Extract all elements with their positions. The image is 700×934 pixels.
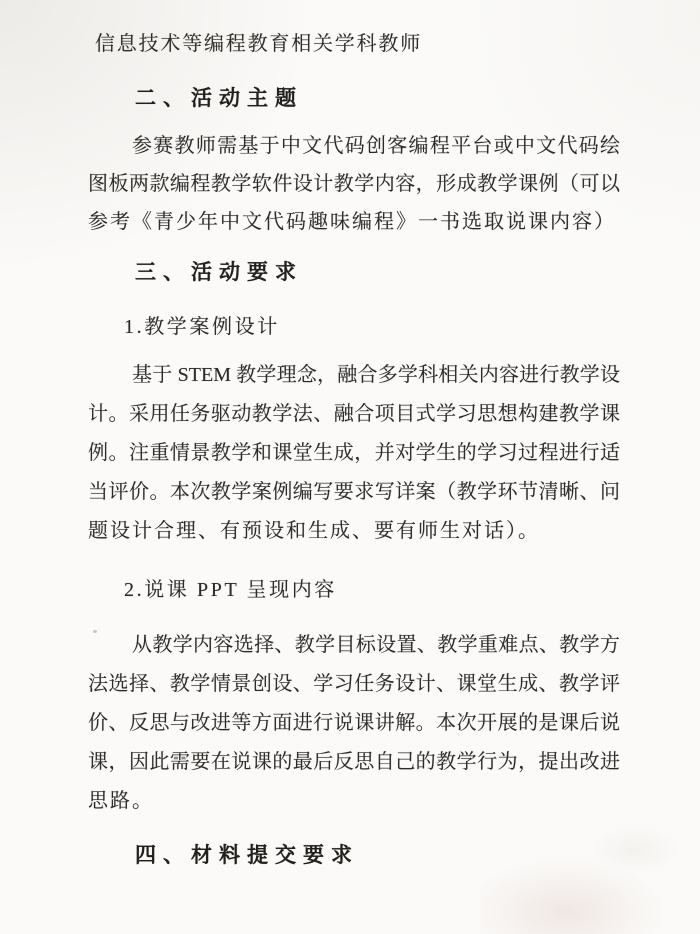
document-text-block <box>88 0 620 934</box>
paragraph-activity-theme <box>88 127 620 241</box>
paragraph-lecture-ppt-content <box>88 626 620 821</box>
section-heading-activity-theme: 二、活动主题 <box>135 87 303 110</box>
paragraph-line: 从教学内容选择、教学目标设置、教学重难点、教学方 <box>132 634 620 656</box>
scan-smudge <box>590 825 680 875</box>
paragraph-line: 计。采用任务驱动教学法、融合项目式学习思想构建教学课 <box>88 403 620 425</box>
paragraph-line: 当评价。本次教学案例编写要求写详案（教学环节清晰、问 <box>88 481 620 503</box>
intro-continuation-line: 信息技术等编程教育相关学科教师 <box>95 33 422 55</box>
section-heading-material-submission: 四、材料提交要求 <box>135 844 359 867</box>
subitem-heading-lecture-ppt-content: 2.说课 PPT 呈现内容 <box>124 579 337 601</box>
paragraph-line: 图板两款编程教学软件设计教学内容，形成教学课例（可以 <box>88 173 620 195</box>
subitem-heading-teaching-case-design: 1.教学案例设计 <box>124 316 280 338</box>
paragraph-line: 题设计合理、有预设和生成、要有师生对话）。 <box>88 520 540 542</box>
paragraph-line: 课，因此需要在说课的最后反思自己的教学行为，提出改进 <box>88 751 620 773</box>
paragraph-line: 例。注重情景教学和课堂生成，并对学生的学习过程进行适 <box>88 442 620 464</box>
paragraph-line: 价、反思与改进等方面进行说课讲解。本次开展的是课后说 <box>88 712 620 734</box>
paragraph-teaching-case-design <box>88 356 620 551</box>
paragraph-line: 参赛教师需基于中文代码创客编程平台或中文代码绘 <box>132 135 620 157</box>
scan-speck <box>93 630 97 633</box>
paragraph-line: 基于 STEM 教学理念，融合多学科相关内容进行教学设 <box>132 364 620 386</box>
paragraph-line: 法选择、教学情景创设、学习任务设计、课堂生成、教学评 <box>88 673 620 695</box>
paragraph-line: 参考《青少年中文代码趣味编程》一书选取说课内容） <box>88 211 616 233</box>
paragraph-line: 思路。 <box>88 790 154 812</box>
section-heading-activity-requirements: 三、活动要求 <box>135 261 303 284</box>
